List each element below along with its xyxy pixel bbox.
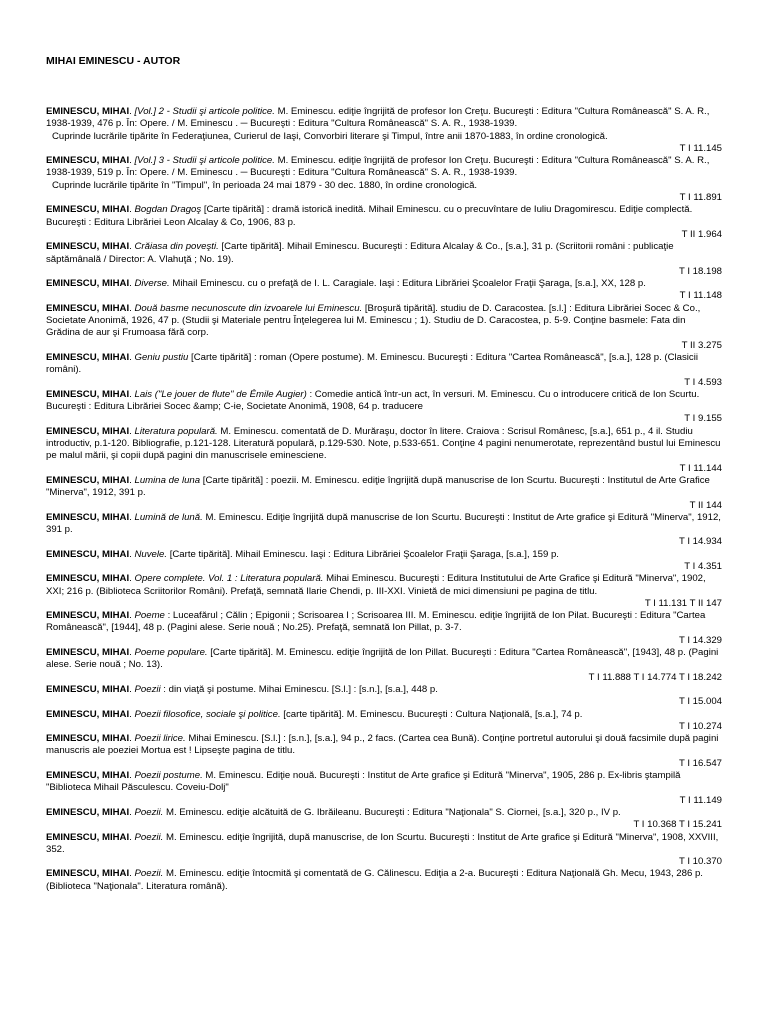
entry-description: M. Eminescu. ediţie îngrijită de profesor Ion Creţu. Bucureşti : Editura "Cultura Românească" S. A. R., 1938-1939, 476 p. În: Opere. / M. Eminescu . ─ Bucureşti : Editura "Cultura Românească" S. A. R., 1938-1939. [46,106,710,130]
entry-record: EMINESCU, MIHAI. [Vol.] 3 - Studii şi articole politice. M. Eminescu. ediţie îngrijită de profesor Ion Creţu. Bucureşti : Editura "Cultura Românească" S. A. R., 1938-1939, 519 p. În: Opere. / M. Eminescu . ─ Bucureşti : Editura "Cultura Românească" S. A. R., 1938-1939. [46,155,710,179]
entry-record: EMINESCU, MIHAI. Crăiasa din poveşti. [Carte tipărită]. Mihail Eminescu. Bucureşti : Editura Alcalay & Co., [s.a.], 31 p. (Scriitorii români : publicaţie săptămânală / Director: A. Vlahuţă ; No. 19). [46,241,674,265]
entry-description: [Carte tipărită] : roman (Opere postume). M. Eminescu. Bucureşti : Editura "Cartea Românească", [s.a.], 128 p. (Clasicii români). [46,351,698,376]
entry-author: EMINESCU, MIHAI [46,573,130,585]
call-number: T I 14.329 [678,634,722,646]
entry-record: EMINESCU, MIHAI. Poezii. M. Eminescu. ediţie îngrijită, după manuscrise, de Ion Scurtu. Bucureşti : Institut de Arte grafice şi Editură "Minerva", 1908, XXVIII, 352. [46,831,719,855]
catalog-entry [46,684,722,709]
entry-title: Diverse. [134,278,170,290]
entry-title: Poeme [134,610,165,622]
entry-description: M. Eminescu. Ediţie îngrijită după manuscrise de Ion Scurtu. Bucureşti : Institut de Arte grafice şi Editură "Minerva", 1912, 391 p. [46,511,721,536]
entry-description: [Carte tipărită] : poezii. M. Eminescu. ediţie îngrijită după manuscrise de Ion Scurtu. Bucureşti : Institutul de Arte Grafice "Minerva", 1912, 391 p. [46,474,710,499]
catalog-entry [46,389,722,426]
call-number: T I 16.547 [678,757,722,769]
entry-description: Mihai Eminescu. Bucureşti : Editura Institutului de Arte Grafice şi Editură "Minerva", 1902, XXI; 216 p. (Biblioteca Scriitorilor Români). Prefaţă, semnată Ilarie Chendi, p. III-XXI. Vinietă de mici dimensiuni pe pagina de titlu. [46,573,706,597]
entry-title: Literatura populară. [134,425,218,437]
entry-author: EMINESCU, MIHAI [46,733,130,745]
entry-author: EMINESCU, MIHAI [46,474,130,486]
catalog-entry [46,868,722,893]
entry-record: EMINESCU, MIHAI. Poezii postume. M. Eminescu. Ediţie nouă. Bucureşti : Institut de Arte grafice şi Editură "Minerva", 1905, 286 p. Ex-libris ştampilă "Biblioteca Mihail Păsculescu. Coveiu-Dolj" [46,770,681,794]
entry-description: M. Eminescu. ediţie îngrijită, după manuscrise, de Ion Scurtu. Bucureşti : Institut de Arte grafice şi Editură "Minerva", 1908, XXVIII, 352. [46,831,719,855]
call-number: T I 10.370 [678,856,722,868]
entry-author: EMINESCU, MIHAI [46,511,130,523]
entry-title: Lumină de lună. [134,511,203,523]
entry-title: Poeme populare. [134,647,208,659]
entry-title: Poezii [134,683,161,695]
entry-description: [Carte tipărită]. Mihail Eminescu. Iaşi : Editura Librăriei Şcoalelor Fraţii Şaraga, [s.a.], 159 p. [167,548,559,560]
call-number: T I 11.145 [679,142,722,154]
catalog-entry [46,832,722,869]
call-number: T I 10.274 [678,720,722,732]
entry-record: EMINESCU, MIHAI. Lais ("Le jouer de flute" de Émile Augier) : Comedie antică într-un act, în versuri. M. Eminescu. Cu o introducere critică de Ion Scurtu. Bucureşti : Editura Librăriei Socec &amp; C-ie, Societate Anonimă, 1908, 64 p. traducere [46,388,700,413]
call-number: T I 11.131 T II 147 [644,597,722,609]
entry-description: [carte tipărită]. M. Eminescu. Bucureşti : Cultura Naţională, [s.a.], 74 p. [280,708,583,720]
entry-description: [Broşură tipărită]. studiu de D. Caracostea. [s.l.] : Editura Librăriei Socec & Co., Societate Anonimă, 1926, 47 p. (Studii şi Materiale pentru Înţelegerea lui M. Eminescu ; 1). Studiu de D. Caracostea, p. 5-9. Conţine basmele: Fata din Grădina de aur şi Frumoasa fără corp. [46,302,701,339]
entry-record: EMINESCU, MIHAI. Poeme : Luceafărul ; Călin ; Epigonii ; Scrisoarea I ; Scrisoarea III. M. Eminescu. ediţie îngrijită de Ion Pilat. Bucureşti : Editura "Cartea Românească", [1944], 48 p. (Pagini alese. Serie nouă ; No.25). Prefaţă, semnată Ion Pillat, p. 3-7. [46,610,706,634]
entry-description: [Carte tipărită]. M. Eminescu. ediţie îngrijită de Ion Pillat. Bucureşti : Editura "Cartea Românească", [1943], 48 p. (Pagini alese. Serie nouă ; No. 13). [46,647,719,671]
entry-description: M. Eminescu. ediţie îngrijită de profesor Ion Creţu. Bucureşti : Editura "Cultura Românească" S. A. R., 1938-1939, 519 p. În: Opere. / M. Eminescu . ─ Bucureşti : Editura "Cultura Românească" S. A. R., 1938-1939. [46,155,710,179]
entry-note: Cuprinde lucrările tipărite în Federaţiunea, Curierul de Iaşi, Convorbiri literare şi Timpul, între anii 1870-1883, în ordine cronologică. [52,130,608,142]
entry-author: EMINESCU, MIHAI [46,831,130,843]
entry-author: EMINESCU, MIHAI [46,425,130,437]
entry-record: EMINESCU, MIHAI. Opere complete. Vol. 1 : Literatura populară. Mihai Eminescu. Bucureşti : Editura Institutului de Arte Grafice şi Editură "Minerva", 1902, XXI; 216 p. (Biblioteca Scriitorilor Români). Prefaţă, semnată Ilarie Chendi, p. III-XXI. Vinietă de mici dimensiuni pe pagina de titlu. [46,573,706,597]
entry-record: EMINESCU, MIHAI. Poezii : din viaţă şi postume. Mihai Eminescu. [S.l.] : [s.n.], [s.a.], 448 p. [46,683,438,695]
call-number: T II 3.275 [681,339,722,351]
call-number: T II 144 [689,499,722,511]
entry-description: M. Eminescu. comentată de D. Murăraşu, doctor în litere. Craiova : Scrisul Românesc, [s.a.], 651 p., 4 il. Studiu introductiv, p.1-120. Bibliografie, p.121-128. Literatură populară, p.129-530. Note, p.533-651. Conţine 4 pagini nenumerotate, reprezentând bustul lui Eminescu pe malul mării, şi copii după pagini din manuscrisele eminesciene. [46,425,721,462]
entry-record: EMINESCU, MIHAI. Poeme populare. [Carte tipărită]. M. Eminescu. ediţie îngrijită de Ion Pillat. Bucureşti : Editura "Cartea Românească", [1943], 48 p. (Pagini alese. Serie nouă ; No. 13). [46,647,719,671]
entry-description: : Luceafărul ; Călin ; Epigonii ; Scrisoarea I ; Scrisoarea III. M. Eminescu. ediţie îngrijită de Ion Pilat. Bucureşti : Editura "Cartea Românească", [1944], 48 p. (Pagini alese. Serie nouă ; No.25). Prefaţă, semnată Ion Pillat, p. 3-7. [46,610,706,634]
entry-description: M. Eminescu. ediţie alcătuită de G. Ibrăileanu. Bucureşti : Editura "Naţionala" S. Ciornei, [s.a.], 320 p., IV p. [163,806,621,818]
call-number: T I 11.148 [679,290,722,302]
entry-description: Mihail Eminescu. cu o prefaţă de I. L. Caragiale. Iaşi : Editura Librăriei Şcoalelor Fraţii Şaraga, [s.a.], XX, 128 p. [169,278,646,290]
entry-title: [Vol.] 3 - Studii şi articole politice. [134,155,275,167]
entry-author: EMINESCU, MIHAI [46,106,130,117]
entry-record: EMINESCU, MIHAI. Bogdan Dragoş [Carte tipărită] : dramă istorică inedită. Mihail Eminescu. cu o precuvîntare de Iuliu Dragomirescu. Ediţie complectă. Bucureşti : Editura Librăriei Leon Alcalay & Co, 1906, 83 p. [46,204,693,228]
entry-author: EMINESCU, MIHAI [46,806,130,818]
call-number: T II 1.964 [681,228,722,240]
entry-title: Poezii postume. [134,770,203,782]
entry-title: Opere complete. Vol. 1 : Literatura populară. [134,573,324,585]
catalog-entry [46,475,722,512]
entry-title: Lais ("Le jouer de flute" de Émile Augier) [134,388,307,400]
entry-author: EMINESCU, MIHAI [46,610,130,622]
entry-record: EMINESCU, MIHAI. Nuvele. [Carte tipărită]. Mihail Eminescu. Iaşi : Editura Librăriei Şcoalelor Fraţii Şaraga, [s.a.], 159 p. [46,548,559,560]
entry-record: EMINESCU, MIHAI. Poezii. M. Eminescu. ediţie întocmită şi comentată de G. Călinescu. Ediţia a 2-a. Bucureşti : Editura Naţională Gh. Mecu, 1943, 286 p. (Biblioteca "Naţionala". Literatura română). [46,868,703,892]
entry-author: EMINESCU, MIHAI [46,278,130,290]
call-number: T I 11.891 [679,192,722,204]
catalog-entry [46,352,722,389]
entry-record: EMINESCU, MIHAI. Poezii. M. Eminescu. ediţie alcătuită de G. Ibrăileanu. Bucureşti : Editura "Naţionala" S. Ciornei, [s.a.], 320 p., IV p. [46,806,621,818]
entry-description: M. Eminescu. ediţie întocmită şi comentată de G. Călinescu. Ediţia a 2-a. Bucureşti : Editura Naţională Gh. Mecu, 1943, 286 p. (Biblioteca "Naţionala". Literatura română). [46,868,703,892]
entry-author: EMINESCU, MIHAI [46,647,130,659]
catalog-entry [46,278,722,303]
catalog-entry [46,807,722,832]
catalog-entry [46,106,722,155]
entry-title: Poezii filosofice, sociale şi politice. [134,708,281,720]
catalog-entry [46,241,722,278]
entry-note: Cuprinde lucrările tipărite în "Timpul", în perioada 24 mai 1879 - 30 dec. 1880, în ordine cronologică. [52,179,478,191]
call-number: T I 11.144 [679,462,722,474]
catalog-entry [46,647,722,684]
entry-title: Poezii. [134,806,164,818]
call-number: T I 4.593 [684,376,722,388]
entry-record: EMINESCU, MIHAI. Două basme necunoscute din izvoarele lui Eminescu. [Broşură tipărită]. studiu de D. Caracostea. [s.l.] : Editura Librăriei Socec & Co., Societate Anonimă, 1926, 47 p. (Studii şi Materiale pentru Înţelegerea lui M. Eminescu ; 1). Studiu de D. Caracostea, p. 5-9. Conţine basmele: Fata din Grădina de aur şi Frumoasa fără corp. [46,302,701,339]
entry-description: [Carte tipărită]. Mihail Eminescu. Bucureşti : Editura Alcalay & Co., [s.a.], 31 p. (Scriitorii români : publicaţie săptămânală / Director: A. Vlahuţă ; No. 19). [46,241,674,265]
call-number: T I 10.368 T I 15.241 [633,819,722,831]
page-title: MIHAI EMINESCU - AUTOR [46,55,181,67]
catalog-entry [46,204,722,241]
catalog-entry [46,155,722,204]
entry-record: EMINESCU, MIHAI. Lumina de luna [Carte tipărită] : poezii. M. Eminescu. ediţie îngrijită după manuscrise de Ion Scurtu. Bucureşti : Institutul de Arte Grafice "Minerva", 1912, 391 p. [46,474,710,499]
call-number: T I 4.351 [684,560,722,572]
entry-description: : din viaţă şi postume. Mihai Eminescu. [S.l.] : [s.n.], [s.a.], 448 p. [160,683,438,695]
catalog-entry [46,770,722,807]
entry-record: EMINESCU, MIHAI. [Vol.] 2 - Studii şi articole politice. M. Eminescu. ediţie îngrijită de profesor Ion Creţu. Bucureşti : Editura "Cultura Românească" S. A. R., 1938-1939, 476 p. În: Opere. / M. Eminescu . ─ Bucureşti : Editura "Cultura Românească" S. A. R., 1938-1939. [46,106,710,130]
entry-record: EMINESCU, MIHAI. Lumină de lună. M. Eminescu. Ediţie îngrijită după manuscrise de Ion Scurtu. Bucureşti : Institut de Arte grafice şi Editură "Minerva", 1912, 391 p. [46,511,721,536]
entry-description: : Comedie antică într-un act, în versuri. M. Eminescu. Cu o introducere critică de Ion Scurtu. Bucureşti : Editura Librăriei Socec &amp; C-ie, Societate Anonimă, 1908, 64 p. traducere [46,388,700,413]
catalog-entry [46,709,722,734]
entry-title: Bogdan Dragoş [134,204,202,216]
call-number: T I 11.149 [679,794,722,806]
entry-description: M. Eminescu. Ediţie nouă. Bucureşti : Institut de Arte grafice şi Editură "Minerva", 1905, 286 p. Ex-libris ştampilă "Biblioteca Mihail Păsculescu. Coveiu-Dolj" [46,770,681,794]
catalog-entry [46,733,722,770]
entry-record: EMINESCU, MIHAI. Diverse. Mihail Eminescu. cu o prefaţă de I. L. Caragiale. Iaşi : Editura Librăriei Şcoalelor Fraţii Şaraga, [s.a.], XX, 128 p. [46,278,646,290]
entry-record: EMINESCU, MIHAI. Literatura populară. M. Eminescu. comentată de D. Murăraşu, doctor în litere. Craiova : Scrisul Românesc, [s.a.], 651 p., 4 il. Studiu introductiv, p.1-120. Bibliografie, p.121-128. Literatură populară, p.129-530. Note, p.533-651. Conţine 4 pagini nenumerotate, reprezentând bustul lui Eminescu pe malul mării, şi copii după pagini din manuscrisele eminesciene. [46,425,721,462]
call-number: T I 11.888 T I 14.774 T I 18.242 [588,671,722,683]
call-number: T I 14.934 [678,536,722,548]
entry-author: EMINESCU, MIHAI [46,302,130,314]
entry-title: Poezii. [134,831,164,843]
entry-title: Lumina de luna [134,474,201,486]
entry-author: EMINESCU, MIHAI [46,868,130,880]
entry-author: EMINESCU, MIHAI [46,708,130,720]
entry-title: Nuvele. [134,548,168,560]
call-number: T I 9.155 [684,413,722,425]
catalog-entry [46,303,722,352]
entry-author: EMINESCU, MIHAI [46,204,130,216]
entry-author: EMINESCU, MIHAI [46,351,130,363]
entry-record: EMINESCU, MIHAI. Geniu pustiu [Carte tipărită] : roman (Opere postume). M. Eminescu. Bucureşti : Editura "Cartea Românească", [s.a.], 128 p. (Clasicii români). [46,351,698,376]
catalog-entry [46,512,722,549]
entry-title: Poezii. [134,868,164,880]
entry-record: EMINESCU, MIHAI. Poezii filosofice, sociale şi politice. [carte tipărită]. M. Eminescu. Bucureşti : Cultura Naţională, [s.a.], 74 p. [46,708,583,720]
entry-title: Poezii lirice. [134,733,186,745]
catalog-entry [46,549,722,574]
call-number: T I 18.198 [678,265,722,277]
entry-author: EMINESCU, MIHAI [46,155,130,167]
entry-record: EMINESCU, MIHAI. Poezii lirice. Mihai Eminescu. [S.l.] : [s.n.], [s.a.], 94 p., 2 facs. (Cartea cea Bună). Conţine portretul autorului şi două facsimile după pagini manuscris ale poeziei Mortua est ! Lipseşte pagina de titlu. [46,733,719,757]
catalog-entries [46,106,722,893]
entry-author: EMINESCU, MIHAI [46,770,130,782]
call-number: T I 15.004 [678,696,722,708]
entry-description: Mihai Eminescu. [S.l.] : [s.n.], [s.a.], 94 p., 2 facs. (Cartea cea Bună). Conţine portretul autorului şi două facsimile după pagini manuscris ale poeziei Mortua est ! Lipseşte pagina de titlu. [46,733,719,757]
catalog-entry [46,610,722,647]
entry-title: [Vol.] 2 - Studii şi articole politice. [134,106,275,117]
entry-author: EMINESCU, MIHAI [46,548,130,560]
entry-title: Crăiasa din poveşti. [134,241,219,253]
entry-title: Două basme necunoscute din izvoarele lui Eminescu. [134,302,363,314]
entry-author: EMINESCU, MIHAI [46,241,130,253]
entry-author: EMINESCU, MIHAI [46,388,130,400]
catalog-entry [46,426,722,475]
entry-description: [Carte tipărită] : dramă istorică inedită. Mihail Eminescu. cu o precuvîntare de Iuliu Dragomirescu. Ediţie complectă. Bucureşti : Editura Librăriei Leon Alcalay & Co, 1906, 83 p. [46,204,693,228]
entry-title: Geniu pustiu [134,351,189,363]
entry-author: EMINESCU, MIHAI [46,683,130,695]
catalog-entry [46,573,722,610]
